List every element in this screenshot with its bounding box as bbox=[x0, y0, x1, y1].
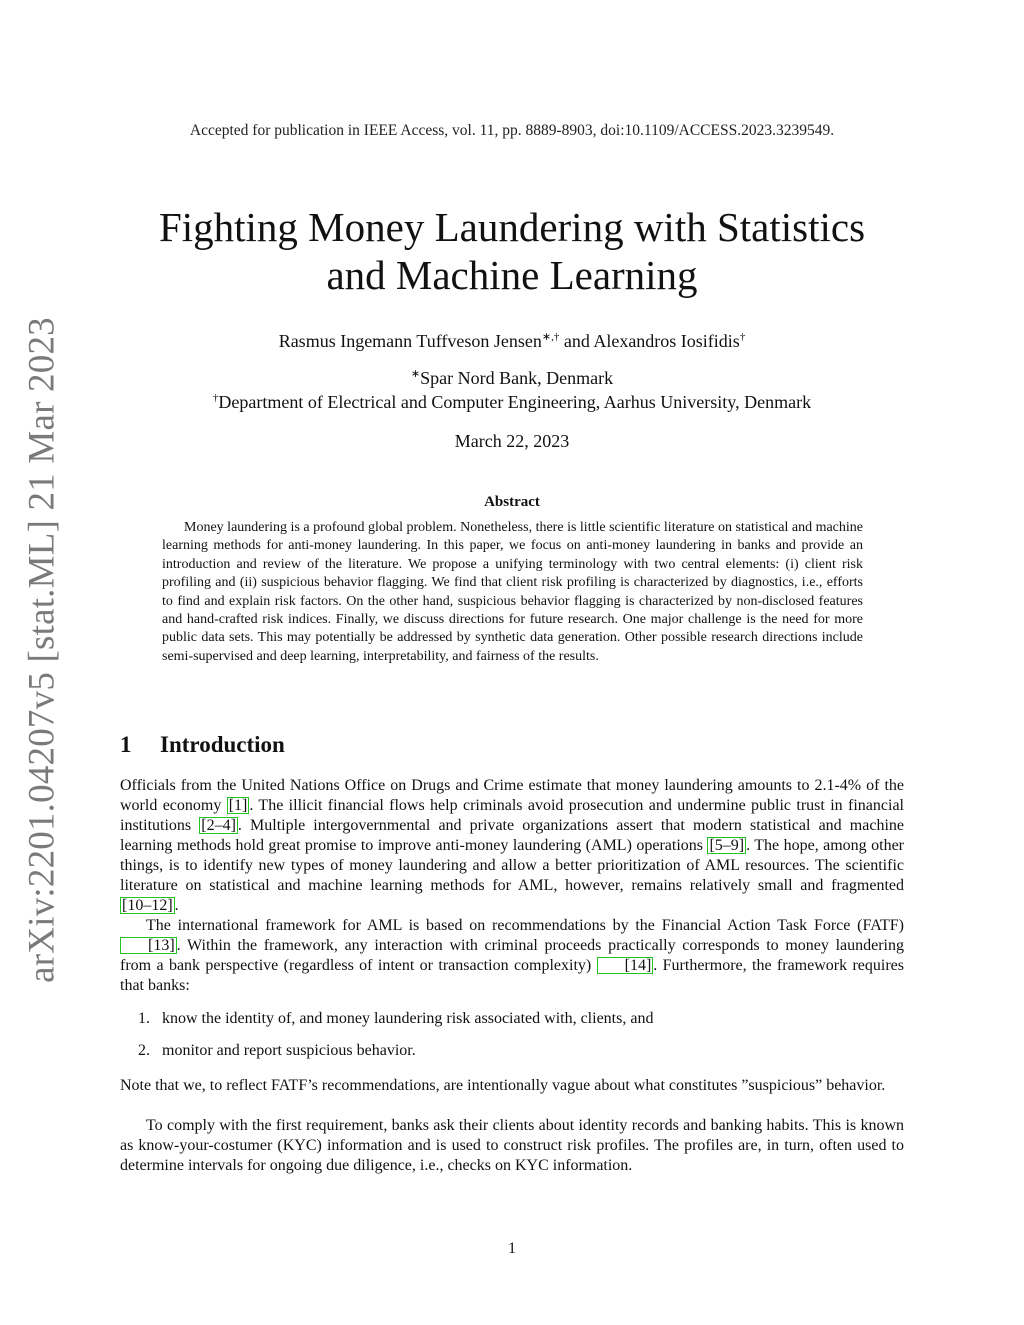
author-conjunction: and bbox=[559, 331, 594, 351]
paragraph-text: . bbox=[174, 897, 179, 914]
citation-link[interactable]: [5–9] bbox=[709, 837, 745, 854]
paragraph-text: . The hope, among other things, is to identify new types of money laundering and allow a better prioritization of AML resources. The scientific literature on statistical and machine learning methods for AML, however, remains relatively small and fragmented bbox=[120, 837, 905, 894]
list-item bbox=[138, 1010, 653, 1028]
list-item-text: know the identity of, and money laundering risk associated with, clients, and bbox=[162, 1010, 654, 1027]
intro-paragraph-4: To comply with the first requirement, banks ask their clients about identity records and banking habits. This is known as know-your-costumer (KYC) information and is used to construct risk profiles. The profiles are, in turn, often used to determine intervals for ongoing due diligence, i.e., checks on KYC information. bbox=[120, 1117, 904, 1174]
publication-note: Accepted for publication in IEEE Access, vol. 11, pp. 8889-8903, doi:10.1109/ACCESS.2023.3239549. bbox=[189, 122, 835, 139]
paragraph-text: Officials from the United Nations Office on Drugs and Crime estimate that money laundering amounts to 2.1-4% of the world economy bbox=[120, 777, 904, 814]
list-item-number: 2. bbox=[138, 1042, 150, 1059]
title-line-1: Fighting Money Laundering with Statistics bbox=[158, 204, 866, 250]
abstract-text: Money laundering is a profound global problem. Nonetheless, there is little scientific literature on statistical and machine learning methods for anti-money laundering. In this paper, we focus on anti-money laundering in banks and provide an introduction and review of the literature. We propose a unifying terminology with two central elements: (i) client risk profiling and (ii) suspicious behavior flagging. We find that client risk profiling is characterized by diagnostics, i.e., efforts to find and explain risk factors. On the other hand, suspicious behavior flagging is characterized by non-disclosed features and hand-crafted risk indices. Finally, we discuss directions for future research. One major challenge is the need for more public data sets. This may potentially be addressed by synthetic data generation. Other possible research directions include semi-supervised and deep learning, interpretability, and fairness of the results. bbox=[162, 520, 863, 664]
citation-link[interactable]: [13] bbox=[120, 937, 177, 954]
citation-link[interactable]: [10–12] bbox=[122, 897, 173, 914]
intro-paragraph-1 bbox=[120, 776, 904, 916]
affiliation-bank bbox=[0, 368, 1024, 389]
abstract-heading: Abstract bbox=[484, 494, 540, 510]
page-number: 1 bbox=[508, 1240, 516, 1257]
paragraph-text: The international framework for AML is based on recommendations by the Financial Action Task Force (FATF) bbox=[146, 917, 904, 934]
affiliation-mark: ∗ bbox=[410, 368, 421, 380]
list-item-number: 1. bbox=[138, 1010, 150, 1027]
intro-paragraph-3: Note that we, to reflect FATF’s recommendations, are intentionally vague about what constitutes ”suspicious” behavior. bbox=[120, 1077, 886, 1094]
paragraph-text: . Within the framework, any interaction with criminal proceeds practically corresponds to money laundering from a bank perspective (regardless of intent or transaction complexity) bbox=[120, 937, 904, 974]
section-number: 1 bbox=[120, 732, 132, 757]
author-name: Rasmus Ingemann Tuffveson Jensen bbox=[278, 331, 542, 351]
author-affiliation-mark: † bbox=[739, 331, 746, 343]
affiliation-text: Spar Nord Bank, Denmark bbox=[420, 368, 614, 388]
citation-link[interactable]: [2–4] bbox=[201, 817, 236, 834]
author-name: Alexandros Iosifidis bbox=[593, 331, 740, 351]
paragraph-text: . The illicit financial flows help criminals avoid prosecution and undermine public trust in financial institutions bbox=[120, 797, 904, 834]
section-heading bbox=[120, 732, 285, 758]
arxiv-identifier: arXiv:2201.04207v5 [stat.ML] 21 Mar 2023 bbox=[21, 317, 63, 983]
affiliation-mark: † bbox=[212, 392, 219, 404]
affiliation-university bbox=[0, 392, 1024, 413]
paragraph-text: . Furthermore, the framework requires that banks: bbox=[120, 957, 904, 994]
paper-date: March 22, 2023 bbox=[454, 431, 570, 451]
citation-link[interactable]: [14] bbox=[597, 957, 654, 974]
section-title: Introduction bbox=[160, 732, 285, 757]
citation-link[interactable]: [1] bbox=[228, 797, 248, 814]
affiliation-text: Department of Electrical and Computer Engineering, Aarhus University, Denmark bbox=[218, 392, 812, 412]
intro-paragraph-2 bbox=[120, 916, 904, 996]
author-affiliation-mark: ∗,† bbox=[541, 331, 560, 343]
list-item bbox=[138, 1042, 416, 1060]
paragraph-text: . Multiple intergovernmental and private organizations assert that modern statistical and machine learning methods hold great promise to improve anti-money laundering (AML) operations bbox=[120, 817, 905, 854]
title-line-2: and Machine Learning bbox=[326, 252, 698, 298]
paper-title bbox=[0, 203, 1024, 299]
author-list bbox=[0, 331, 1024, 352]
list-item-text: monitor and report suspicious behavior. bbox=[162, 1042, 416, 1059]
